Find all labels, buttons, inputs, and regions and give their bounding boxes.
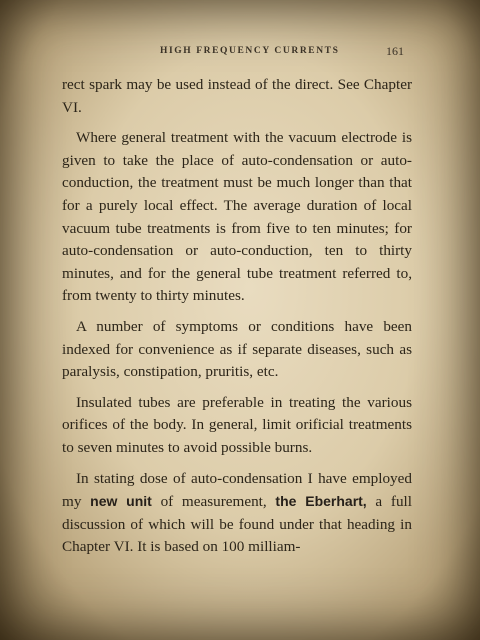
running-title: HIGH FREQUENCY CURRENTS [160,46,340,56]
bold-eberhart: the Eberhart, [275,493,367,510]
paragraph-continued: rect spark may be used instead of the direct. See Chapter VI. [62,76,412,116]
paragraph-general-treatment: Where general treatment with the vacuum electrode is given to take the place of auto-condensation or auto-conduction, the treatment must be much longer than that for a purely local effect. The average duration of local vacuum tube treatments is from five to ten minutes; for auto-condensation or auto-conduction, ten to thirty minutes, and for the general tube treatment referred to, from twenty to thirty minutes. [62,129,412,305]
running-header [160,44,404,60]
dose-text-1: In stating dose of auto-condensation I have employed my [62,469,412,511]
page-number: 161 [386,44,404,58]
paragraph-symptoms: A number of symptoms or conditions have been indexed for convenience as if separate diseases, such as paralysis, constipation, pruritis, etc. [62,317,412,381]
bold-new-unit: new unit [90,493,152,510]
paragraph-dose [62,468,412,559]
dose-text-2: of measurement, [151,493,276,511]
body-text [62,74,412,559]
dose-text-3: a full discussion of which will be found under that heading in Chapter VI. It is based on 100 milliam- [62,493,412,556]
paragraph-insulated-tubes: Insulated tubes are preferable in treating the various orifices of the body. In general, limit orificial treatments to seven minutes to avoid possible burns. [62,393,412,456]
